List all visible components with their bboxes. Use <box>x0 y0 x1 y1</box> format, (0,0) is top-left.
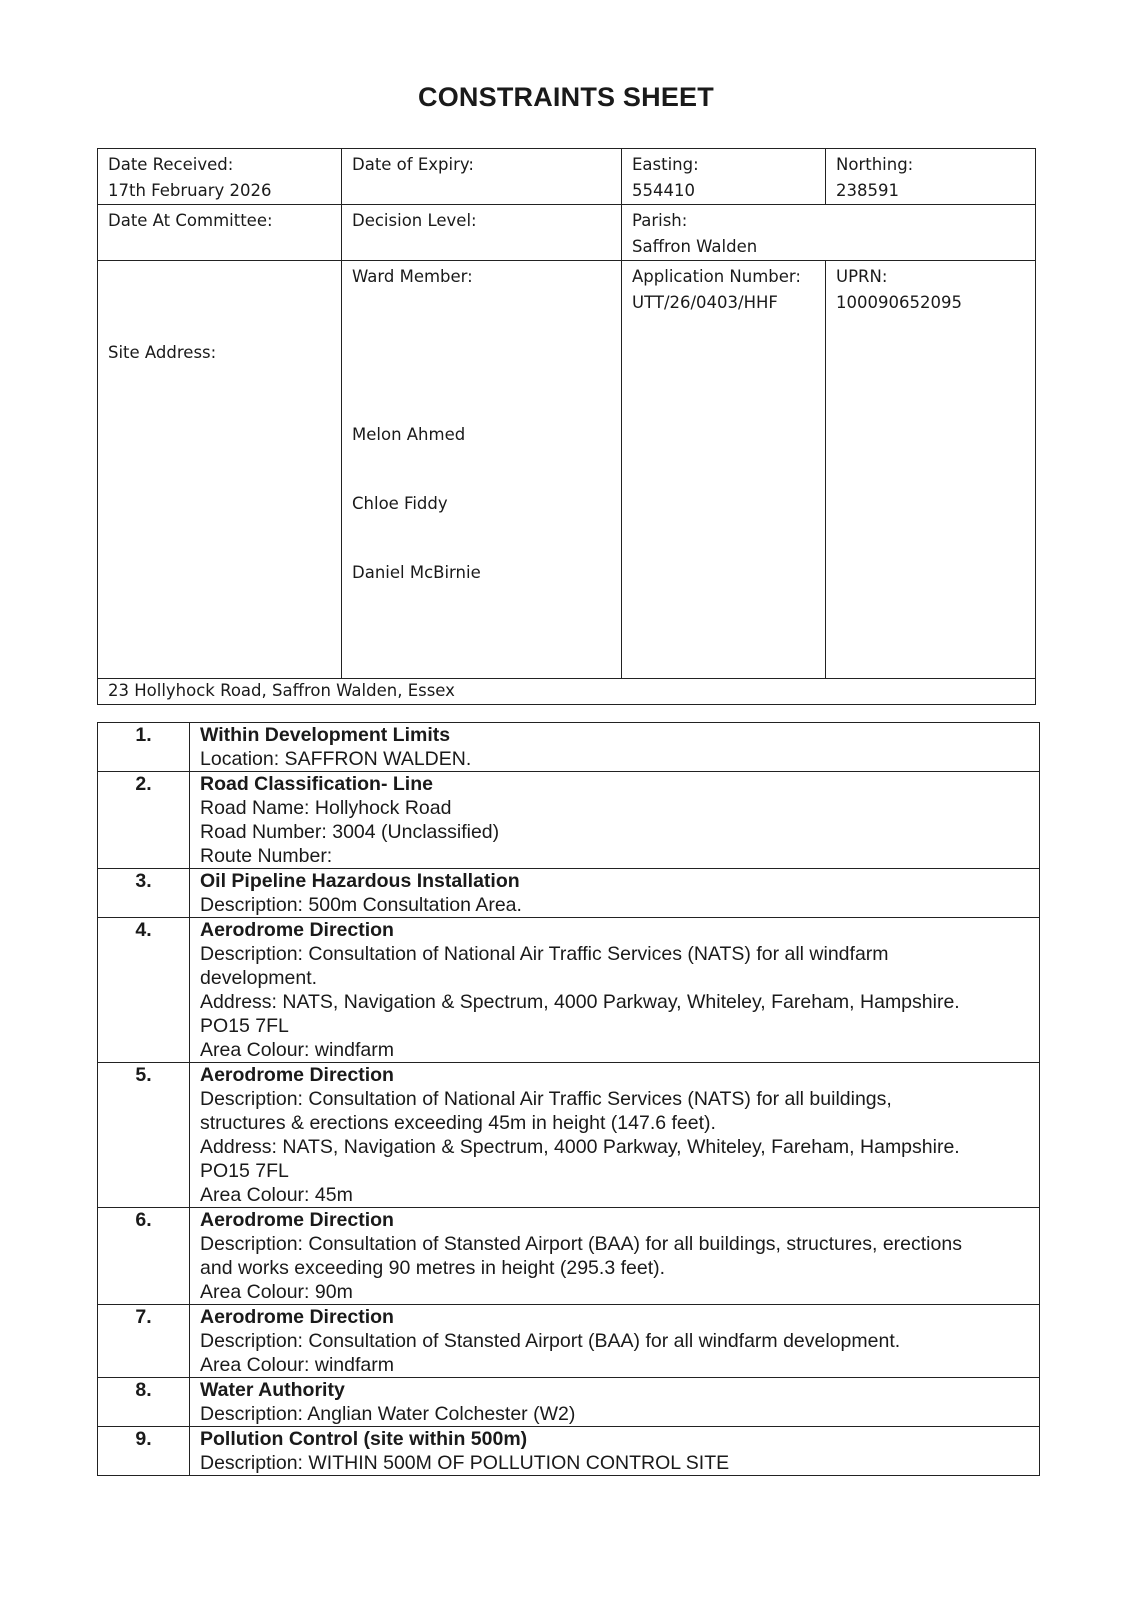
parish-value: Saffron Walden <box>632 237 758 256</box>
constraint-title: Within Development Limits <box>200 724 451 746</box>
constraint-title: Water Authority <box>200 1379 345 1401</box>
date-received-label: Date Received: <box>108 155 234 174</box>
constraint-details <box>190 1063 1040 1208</box>
constraint-detail-line: and works exceeding 90 metres in height (295.3 feet). <box>200 1257 666 1279</box>
easting-value: 554410 <box>632 181 695 200</box>
decision-level-label: Decision Level: <box>352 211 477 230</box>
page-title: CONSTRAINTS SHEET <box>418 82 714 112</box>
constraint-row <box>98 1208 1040 1305</box>
constraint-detail-line: Address: NATS, Navigation & Spectrum, 4000 Parkway, Whiteley, Fareham, Hampshire. <box>200 991 960 1013</box>
northing-cell <box>826 149 1036 205</box>
date-received-cell <box>98 149 342 205</box>
constraint-details <box>190 918 1040 1063</box>
constraint-detail-line: Description: Consultation of Stansted Airport (BAA) for all windfarm development. <box>200 1330 901 1352</box>
date-committee-label: Date At Committee: <box>108 211 273 230</box>
constraint-detail-line: PO15 7FL <box>200 1160 289 1182</box>
constraint-number: 3. <box>98 869 190 918</box>
constraint-detail-line: structures & erections exceeding 45m in height (147.6 feet). <box>200 1112 716 1134</box>
constraint-detail-line: Description: WITHIN 500M OF POLLUTION CONTROL SITE <box>200 1452 730 1474</box>
date-expiry-cell <box>342 149 622 205</box>
constraint-detail-line: Description: 500m Consultation Area. <box>200 894 522 916</box>
ward-member-list <box>352 422 611 629</box>
constraint-number: 6. <box>98 1208 190 1305</box>
constraint-row <box>98 918 1040 1063</box>
date-committee-cell <box>98 205 342 261</box>
constraint-title: Pollution Control (site within 500m) <box>200 1428 528 1450</box>
parish-cell <box>622 205 1036 261</box>
constraint-title: Aerodrome Direction <box>200 1064 394 1086</box>
ward-member-name: Chloe Fiddy <box>352 494 448 513</box>
site-address-value: 23 Hollyhock Road, Saffron Walden, Essex <box>108 681 455 700</box>
constraint-details <box>190 723 1040 772</box>
constraint-detail-line: Location: SAFFRON WALDEN. <box>200 748 472 770</box>
constraint-detail-line: Area Colour: windfarm <box>200 1039 394 1061</box>
constraint-row <box>98 1063 1040 1208</box>
constraint-title: Aerodrome Direction <box>200 1209 394 1231</box>
application-number-cell <box>622 261 826 679</box>
constraint-details <box>190 1378 1040 1427</box>
uprn-label: UPRN: <box>836 267 888 286</box>
constraint-row <box>98 1427 1040 1476</box>
application-number-value: UTT/26/0403/HHF <box>632 293 778 312</box>
constraint-row <box>98 1378 1040 1427</box>
constraint-detail-line: development. <box>200 967 318 989</box>
constraint-details <box>190 869 1040 918</box>
date-expiry-label: Date of Expiry: <box>352 155 474 174</box>
constraint-details <box>190 1305 1040 1378</box>
constraint-title: Aerodrome Direction <box>200 1306 394 1328</box>
constraint-detail-line: Area Colour: 90m <box>200 1281 353 1303</box>
northing-value: 238591 <box>836 181 899 200</box>
constraint-detail-line: Route Number: <box>200 845 333 867</box>
constraint-detail-line: Road Number: 3004 (Unclassified) <box>200 821 500 843</box>
constraint-row <box>98 869 1040 918</box>
constraint-detail-line: Address: NATS, Navigation & Spectrum, 4000 Parkway, Whiteley, Fareham, Hampshire. <box>200 1136 960 1158</box>
uprn-cell <box>826 261 1036 679</box>
constraint-number: 5. <box>98 1063 190 1208</box>
constraint-details <box>190 772 1040 869</box>
constraint-row <box>98 723 1040 772</box>
constraint-detail-line: Area Colour: windfarm <box>200 1354 394 1376</box>
uprn-value: 100090652095 <box>836 293 962 312</box>
constraint-number: 1. <box>98 723 190 772</box>
northing-label: Northing: <box>836 155 914 174</box>
constraint-detail-line: Description: Consultation of Stansted Airport (BAA) for all buildings, structures, erections <box>200 1233 962 1255</box>
constraint-detail-line: Area Colour: 45m <box>200 1184 353 1206</box>
constraints-table <box>97 722 1040 1476</box>
ward-member-name: Melon Ahmed <box>352 425 466 444</box>
application-details-table <box>97 148 1036 705</box>
constraint-detail-line: PO15 7FL <box>200 1015 289 1037</box>
constraint-row <box>98 772 1040 869</box>
constraint-detail-line: Description: Consultation of National Air Traffic Services (NATS) for all windfarm <box>200 943 889 965</box>
constraint-title: Oil Pipeline Hazardous Installation <box>200 870 520 892</box>
site-address-label: Site Address: <box>108 343 217 362</box>
site-address-label-cell <box>98 261 342 679</box>
constraint-number: 7. <box>98 1305 190 1378</box>
date-received-value: 17th February 2026 <box>108 181 272 200</box>
easting-label: Easting: <box>632 155 699 174</box>
constraint-number: 8. <box>98 1378 190 1427</box>
constraint-number: 2. <box>98 772 190 869</box>
decision-level-cell <box>342 205 622 261</box>
constraint-detail-line: Description: Consultation of National Air Traffic Services (NATS) for all buildings, <box>200 1088 892 1110</box>
constraint-details <box>190 1208 1040 1305</box>
ward-member-name: Daniel McBirnie <box>352 563 481 582</box>
site-address-cell <box>98 679 1036 705</box>
ward-member-cell <box>342 261 622 679</box>
ward-member-label: Ward Member: <box>352 267 473 286</box>
constraint-detail-line: Description: Anglian Water Colchester (W2) <box>200 1403 576 1425</box>
constraint-detail-line: Road Name: Hollyhock Road <box>200 797 452 819</box>
parish-label: Parish: <box>632 211 688 230</box>
constraint-number: 9. <box>98 1427 190 1476</box>
easting-cell <box>622 149 826 205</box>
constraint-title: Road Classification- Line <box>200 773 433 795</box>
constraint-details <box>190 1427 1040 1476</box>
constraint-title: Aerodrome Direction <box>200 919 394 941</box>
constraint-number: 4. <box>98 918 190 1063</box>
application-number-label: Application Number: <box>632 267 801 286</box>
constraint-row <box>98 1305 1040 1378</box>
